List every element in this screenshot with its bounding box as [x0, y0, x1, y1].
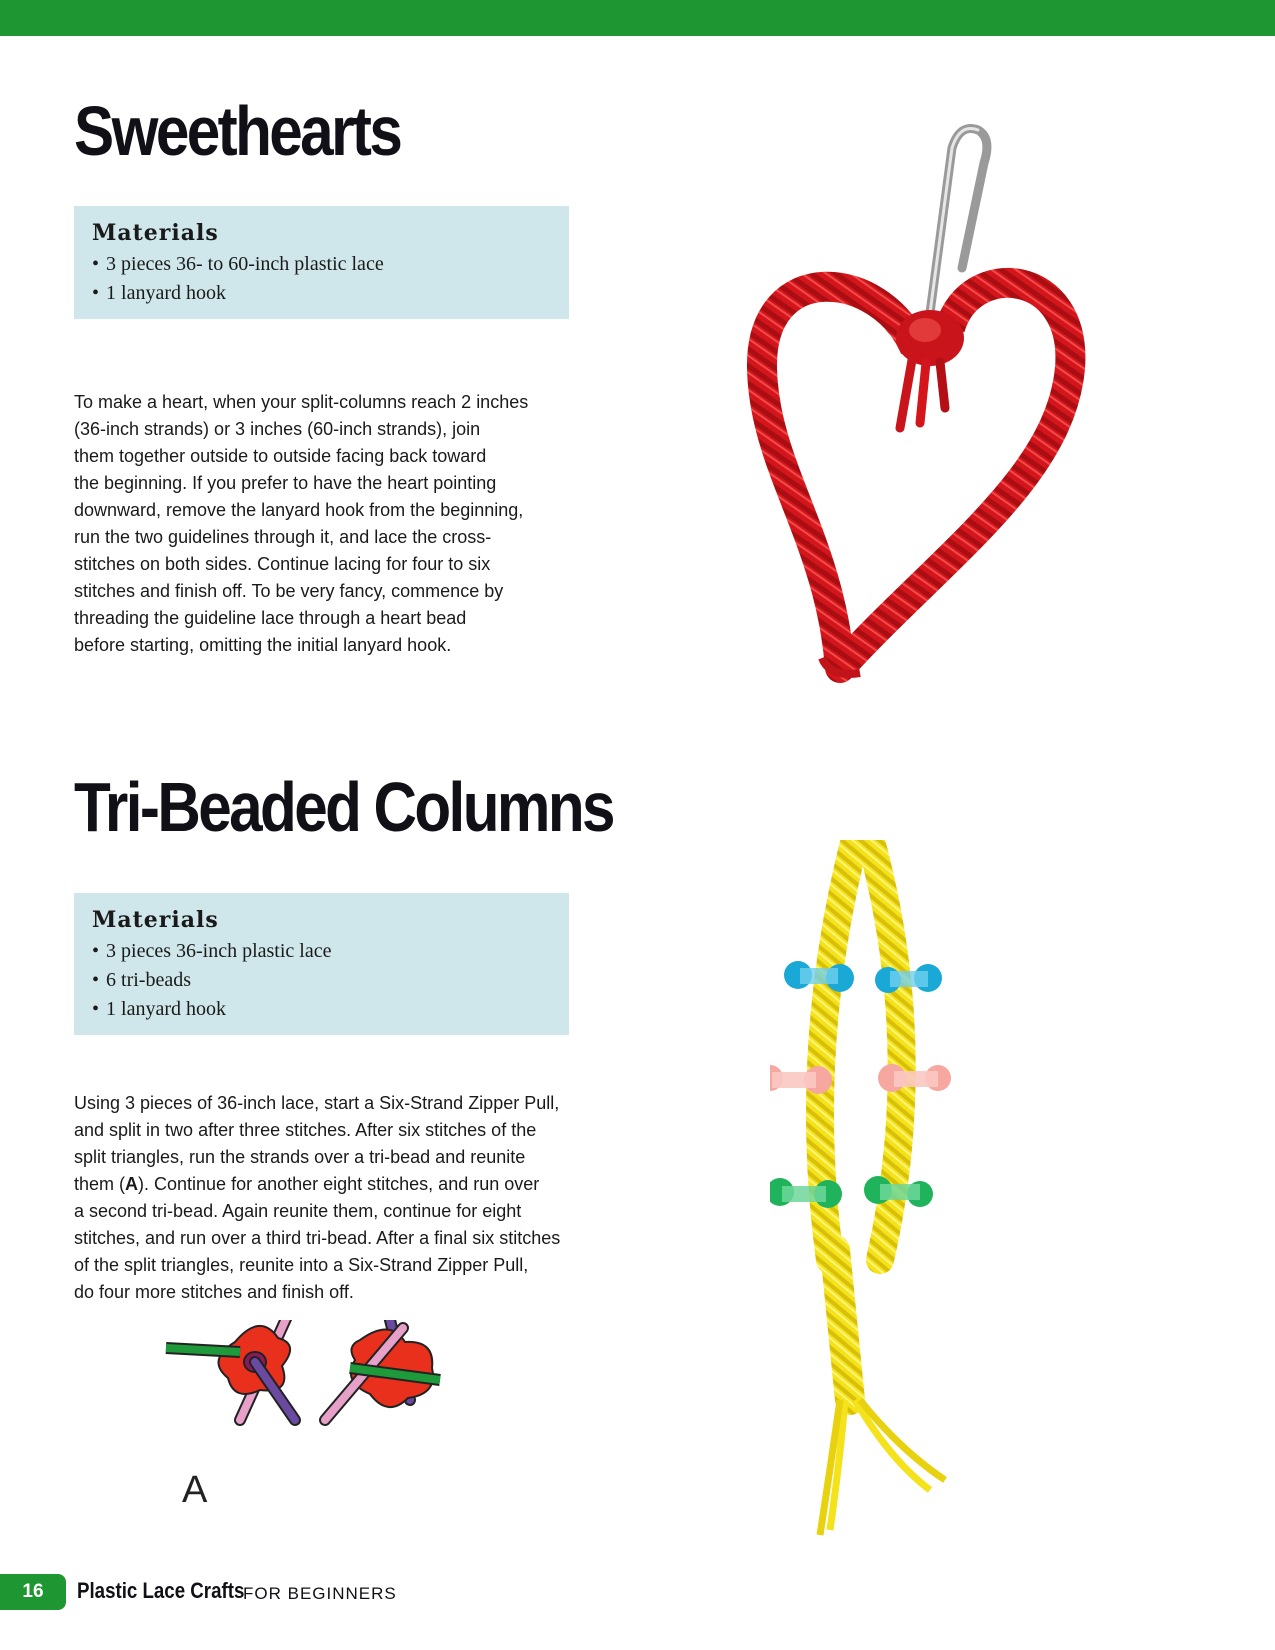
text-line: and split in two after three stitches. After six stitches of the [74, 1120, 537, 1140]
materials-box-tri-beaded [74, 893, 569, 1035]
text-line: them together outside to outside facing back toward [74, 446, 487, 466]
text-line: stitches on both sides. Continue lacing for four to six [74, 554, 491, 574]
text-line: stitches, and run over a third tri-bead. After a final six stitches [74, 1228, 561, 1248]
text-line: of the split triangles, reunite into a Six-Strand Zipper Pull, [74, 1255, 529, 1275]
section-title-tri-beaded-columns: Tri-Beaded Columns [74, 768, 613, 846]
bead-green-left [770, 1178, 842, 1208]
page-number: 16 [0, 1574, 66, 1610]
materials-item: • 6 tri-beads [92, 966, 551, 995]
materials-list [92, 250, 551, 308]
materials-list [92, 937, 551, 1024]
diagram-bead-right [325, 1320, 440, 1420]
diagram-label: A [182, 1469, 208, 1510]
book-title: Plastic Lace Crafts [77, 1578, 245, 1603]
materials-item: • 1 lanyard hook [92, 995, 551, 1024]
materials-heading: Materials [92, 220, 219, 246]
top-accent-bar [0, 0, 1275, 36]
text-line: Using 3 pieces of 36-inch lace, start a Six-Strand Zipper Pull, [74, 1093, 560, 1113]
text-line: run the two guidelines through it, and lace the cross- [74, 527, 492, 547]
text-line: a second tri-bead. Again reunite them, continue for eight [74, 1201, 522, 1221]
heart-lanyard-photo [740, 118, 1100, 718]
text-line [74, 1171, 614, 1198]
materials-item: • 3 pieces 36- to 60-inch plastic lace [92, 250, 551, 279]
tri-bead-diagram [160, 1320, 480, 1510]
materials-box-sweethearts [74, 206, 569, 319]
figure-reference: A [125, 1174, 139, 1194]
bead-pink-left [770, 1065, 832, 1094]
materials-heading: Materials [92, 907, 219, 933]
text-line: the beginning. If you prefer to have the heart pointing [74, 473, 497, 493]
book-subtitle: FOR BEGINNERS [243, 1584, 397, 1603]
diagram-bead-left [166, 1320, 295, 1420]
text-line: To make a heart, when your split-columns reach 2 inches [74, 392, 529, 412]
text-segment: ). Continue for another eight stitches, and run over [138, 1174, 540, 1194]
tri-beaded-bracelet-photo [770, 840, 1050, 1540]
instructions-tri-beaded [74, 1090, 614, 1306]
materials-item: • 3 pieces 36-inch plastic lace [92, 937, 551, 966]
text-line: downward, remove the lanyard hook from the beginning, [74, 500, 524, 520]
text-line: (36-inch strands) or 3 inches (60-inch strands), join [74, 419, 481, 439]
text-line: do four more stitches and finish off. [74, 1282, 354, 1302]
text-line: stitches and finish off. To be very fancy, commence by [74, 581, 504, 601]
text-line: threading the guideline lace through a heart bead [74, 608, 467, 628]
instructions-sweethearts [74, 389, 614, 659]
text-line: before starting, omitting the initial lanyard hook. [74, 635, 452, 655]
section-title-sweethearts: Sweethearts [74, 92, 401, 170]
text-line: split triangles, run the strands over a tri-bead and reunite [74, 1147, 526, 1167]
materials-item: • 1 lanyard hook [92, 279, 551, 308]
text-segment: them ( [74, 1174, 126, 1194]
